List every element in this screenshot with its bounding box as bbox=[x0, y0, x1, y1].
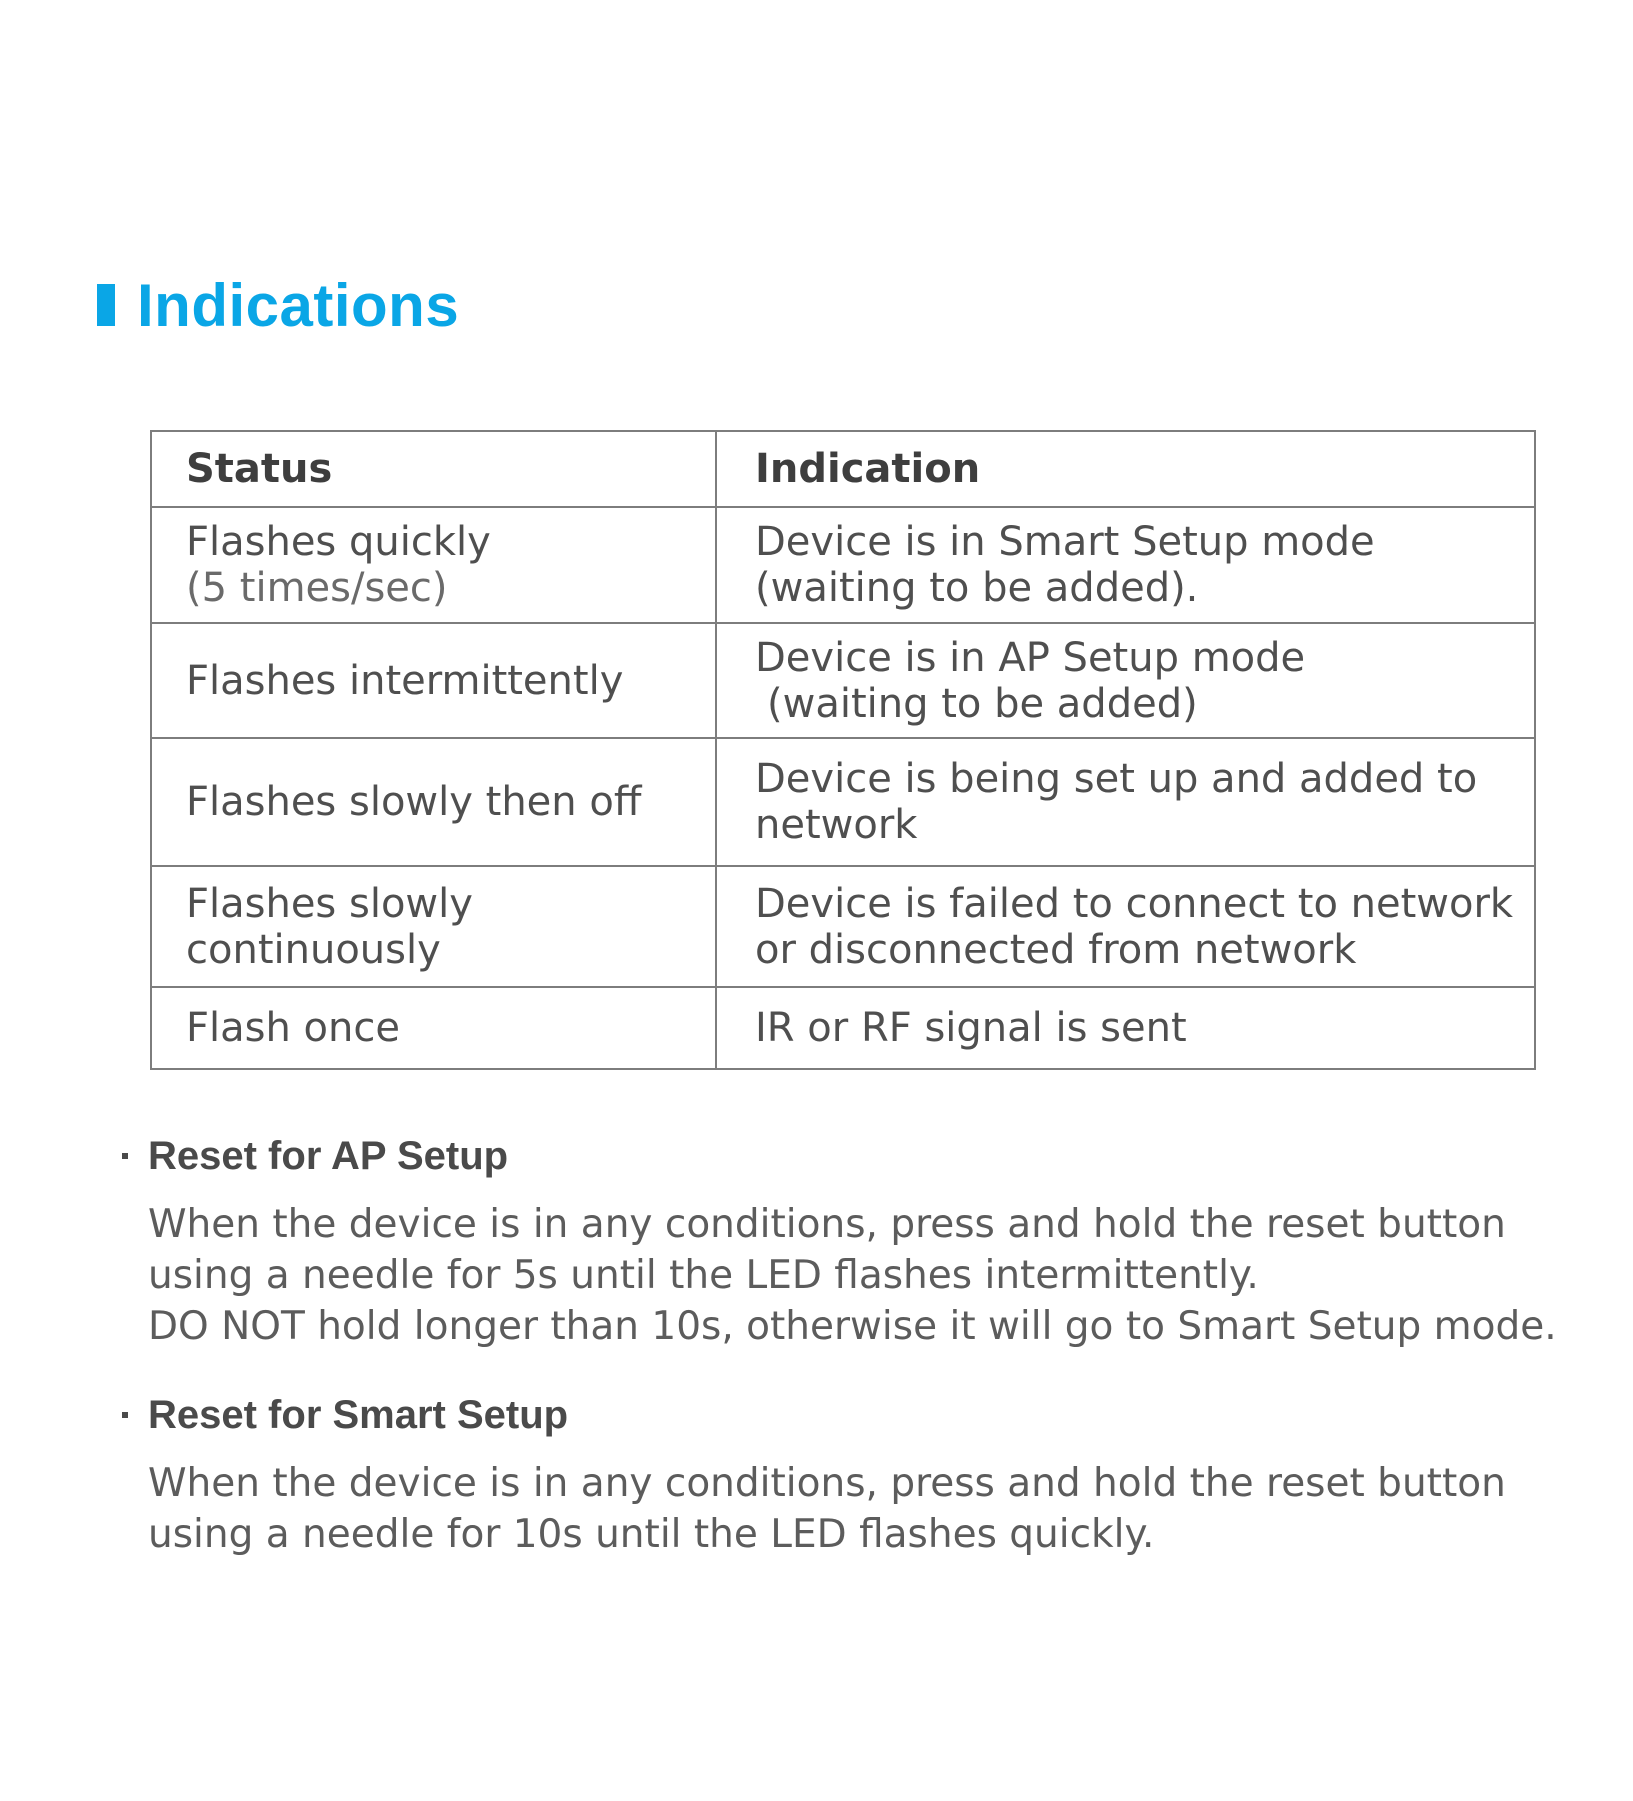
table-row bbox=[151, 987, 1535, 1069]
status-text: Flashes slowly then off bbox=[186, 779, 642, 825]
status-cell bbox=[151, 623, 716, 738]
indication-text: or disconnected from network bbox=[755, 926, 1357, 973]
reset-ap-title-row bbox=[122, 1131, 1562, 1181]
page-title: Indications bbox=[137, 271, 460, 339]
table-header-row bbox=[151, 431, 1535, 507]
table-row bbox=[151, 623, 1535, 738]
status-text: Flashes intermittently bbox=[186, 657, 624, 704]
status-cell bbox=[151, 987, 716, 1069]
reset-smart-line: When the device is in any conditions, press and hold the reset button bbox=[148, 1461, 1506, 1506]
status-cell bbox=[151, 866, 716, 987]
reset-ap-title: Reset for AP Setup bbox=[148, 1133, 509, 1178]
table-row bbox=[151, 507, 1535, 623]
indication-text: Device is in AP Setup mode bbox=[755, 634, 1306, 681]
indication-text: IR or RF signal is sent bbox=[755, 1005, 1187, 1051]
reset-ap-warning: DO NOT hold longer than 10s, otherwise it will go to Smart Setup mode. bbox=[148, 1304, 1557, 1349]
status-column-header: Status bbox=[151, 431, 716, 507]
table-row bbox=[151, 738, 1535, 866]
reset-smart-section bbox=[122, 1390, 1562, 1560]
table-row bbox=[151, 866, 1535, 987]
reset-ap-line: When the device is in any conditions, press and hold the reset button bbox=[148, 1202, 1506, 1247]
indication-text: network bbox=[755, 802, 918, 848]
status-cell bbox=[151, 738, 716, 866]
status-text: continuously bbox=[186, 926, 441, 973]
indications-table bbox=[150, 430, 1536, 1070]
reset-smart-line: using a needle for 10s until the LED flashes quickly. bbox=[148, 1512, 1155, 1557]
reset-ap-body bbox=[148, 1199, 1562, 1352]
status-cell bbox=[151, 507, 716, 623]
indication-text: Device is being set up and added to bbox=[755, 756, 1478, 802]
section-heading bbox=[97, 270, 459, 340]
status-text: Flash once bbox=[186, 1005, 400, 1051]
indication-column-header: Indication bbox=[716, 431, 1535, 507]
indication-text: Device is in Smart Setup mode bbox=[755, 519, 1375, 565]
indication-text: Device is failed to connect to network bbox=[755, 880, 1514, 927]
status-subtext: (5 times/sec) bbox=[186, 565, 448, 611]
indication-text: (waiting to be added). bbox=[755, 565, 1199, 611]
reset-smart-title-row bbox=[122, 1390, 1562, 1440]
reset-ap-section bbox=[122, 1131, 1562, 1352]
reset-smart-title: Reset for Smart Setup bbox=[148, 1392, 569, 1437]
reset-smart-body bbox=[148, 1458, 1562, 1560]
status-text: Flashes quickly bbox=[186, 519, 491, 565]
reset-ap-line: using a needle for 5s until the LED flashes intermittently. bbox=[148, 1253, 1259, 1298]
heading-accent-bar bbox=[97, 284, 115, 326]
indication-cell bbox=[716, 866, 1535, 987]
indication-cell bbox=[716, 507, 1535, 623]
indication-cell bbox=[716, 987, 1535, 1069]
indication-cell bbox=[716, 738, 1535, 866]
indication-cell bbox=[716, 623, 1535, 738]
indication-text: (waiting to be added) bbox=[767, 680, 1198, 727]
bullet-icon bbox=[122, 1412, 128, 1418]
bullet-icon bbox=[122, 1153, 128, 1159]
status-text: Flashes slowly bbox=[186, 880, 473, 927]
